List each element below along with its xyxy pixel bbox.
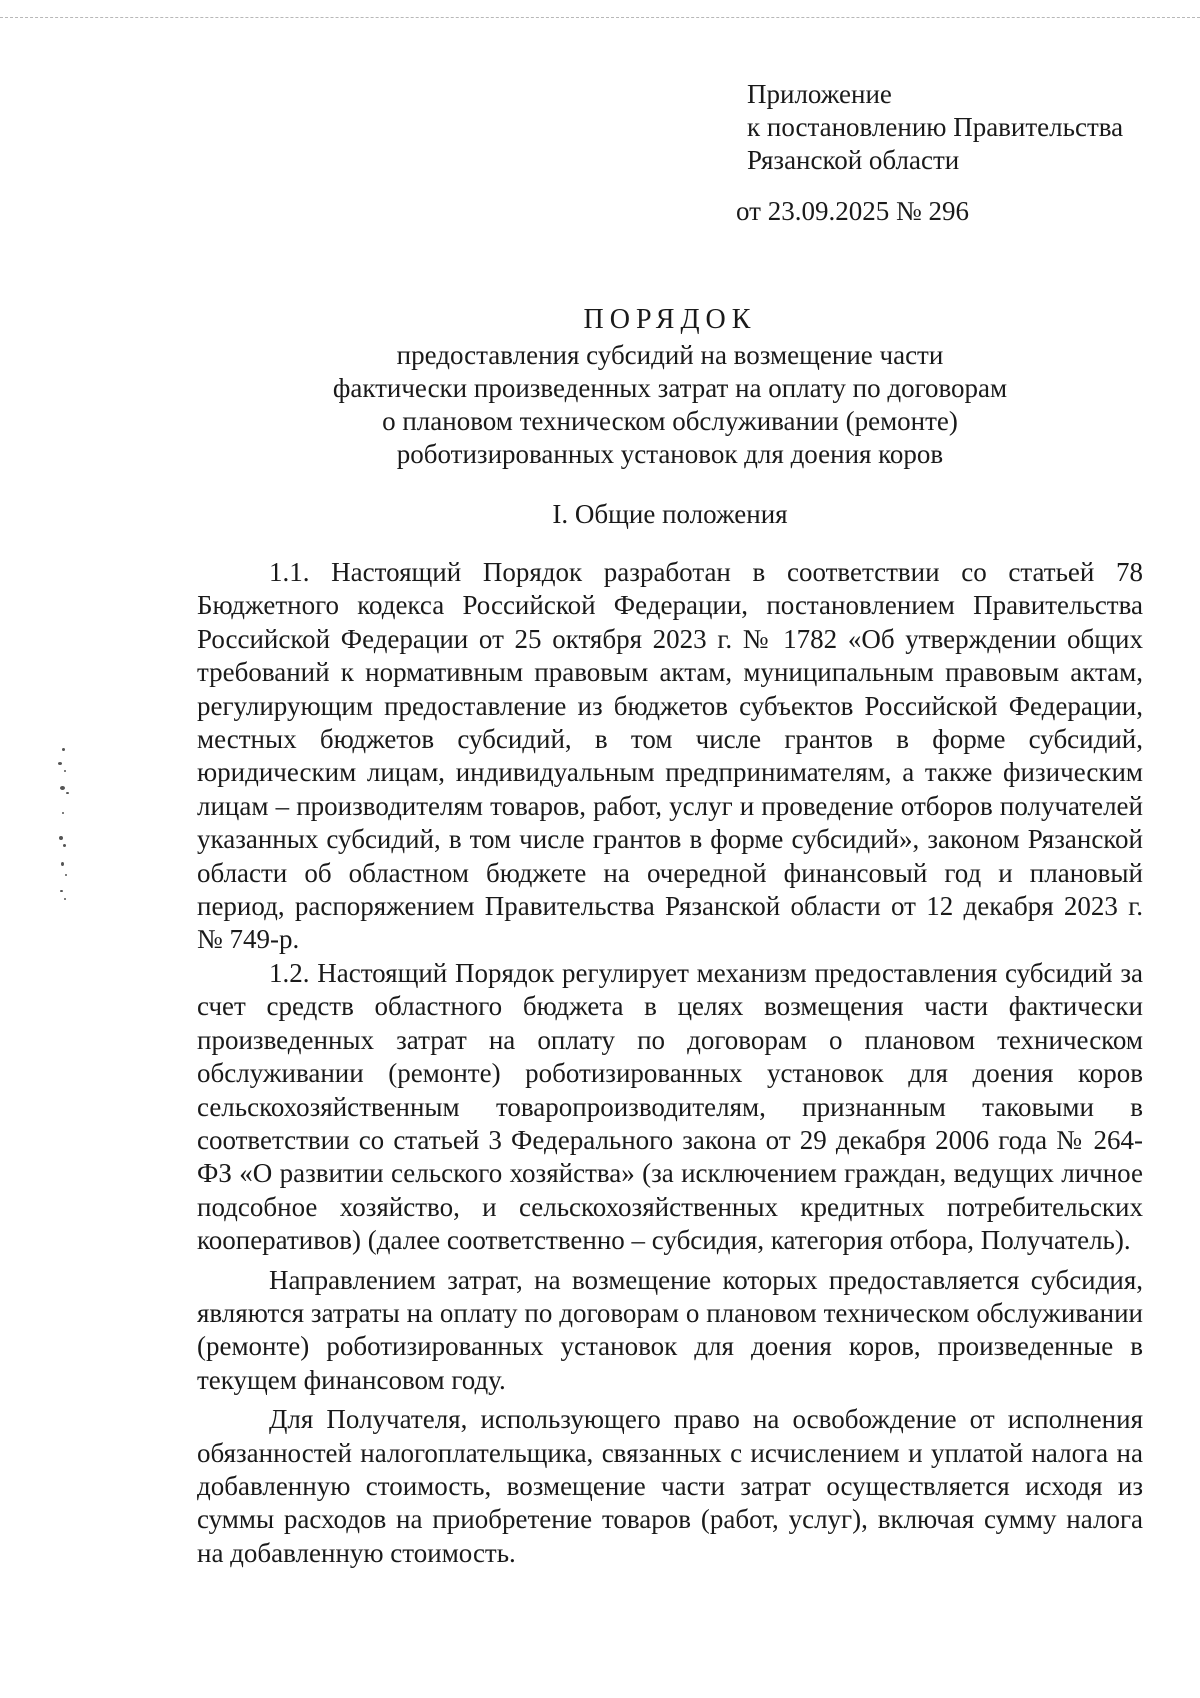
title-main: ПОРЯДОК xyxy=(583,304,757,335)
scan-binding-marks xyxy=(40,740,80,930)
scan-top-edge xyxy=(0,17,1200,18)
appendix-line-1: Приложение xyxy=(747,79,892,109)
paragraph-vat-exemption: Для Получателя, использующего право на освобождение от исполнения обязанностей налогоплательщика, связанных с исчислением и уплатой налога на добавленную стоимость, возмещение части затрат осуществляется исходя из суммы расходов на приобретение товаров (работ, услуг), включая сумму налога на добавленную стоимость. xyxy=(197,1404,1143,1568)
section-heading: I. Общие положения xyxy=(552,499,788,529)
appendix-line-2: к постановлению Правительства xyxy=(747,112,1124,142)
document-title xyxy=(200,303,1140,471)
title-line-4: роботизированных установок для доения коров xyxy=(396,439,944,469)
paragraph-expense-direction: Направлением затрат, на возмещение которых предоставляется субсидия, являются затраты на оплату по договорам о плановом техническом обслуживании (ремонте) роботизированных установок для доения коров, произведенные в текущем финансовом году. xyxy=(197,1264,1143,1395)
appendix-block xyxy=(736,78,1124,228)
title-line-2: фактически произведенных затрат на оплату по договорам xyxy=(332,373,1008,403)
title-line-1: предоставления субсидий на возмещение части xyxy=(396,340,944,370)
document-body xyxy=(197,556,1143,1576)
paragraph-1-1: 1.1. Настоящий Порядок разработан в соответствии со статьей 78 Бюджетного кодекса Российской Федерации, постановлением Правительства Российской Федерации от 25 октября 2023 г. № 1782 «Об утверждении общих требований к нормативным правовым актам, муниципальным правовым актам, регулирующим предоставление из бюджетов субъектов Российской Федерации, местных бюджетов субсидий, в том числе грантов в форме субсидий, юридическим лицам, индивидуальным предпринимателям, а также физическим лицам – производителям товаров, работ, услуг и проведение отборов получателей указанных субсидий, в том числе грантов в форме субсидий», законом Рязанской области об областном бюджете на очередной финансовый год и плановый период, распоряжением Правительства Рязанской области от 12 декабря 2023 г. № 749-р. xyxy=(197,557,1143,955)
appendix-date: от 23.09.2025 № 296 xyxy=(736,196,969,226)
title-line-3: о плановом техническом обслуживании (ремонте) xyxy=(382,406,958,436)
paragraph-1-2: 1.2. Настоящий Порядок регулирует механизм предоставления субсидий за счет средств областного бюджета в целях возмещения части фактически произведенных затрат на оплату по договорам о плановом техническом обслуживании (ремонте) роботизированных установок для доения коров сельскохозяйственным товаропроизводителям, признанным таковыми в соответствии со статьей 3 Федерального закона от 29 декабря 2006 года № 264-ФЗ «О развитии сельского хозяйства» (за исключением граждан, ведущих личное подсобное хозяйство, и сельскохозяйственных кредитных потребительских кооперативов) (далее соответственно – субсидия, категория отбора, Получатель). xyxy=(197,957,1143,1256)
appendix-line-3: Рязанской области xyxy=(747,145,960,175)
